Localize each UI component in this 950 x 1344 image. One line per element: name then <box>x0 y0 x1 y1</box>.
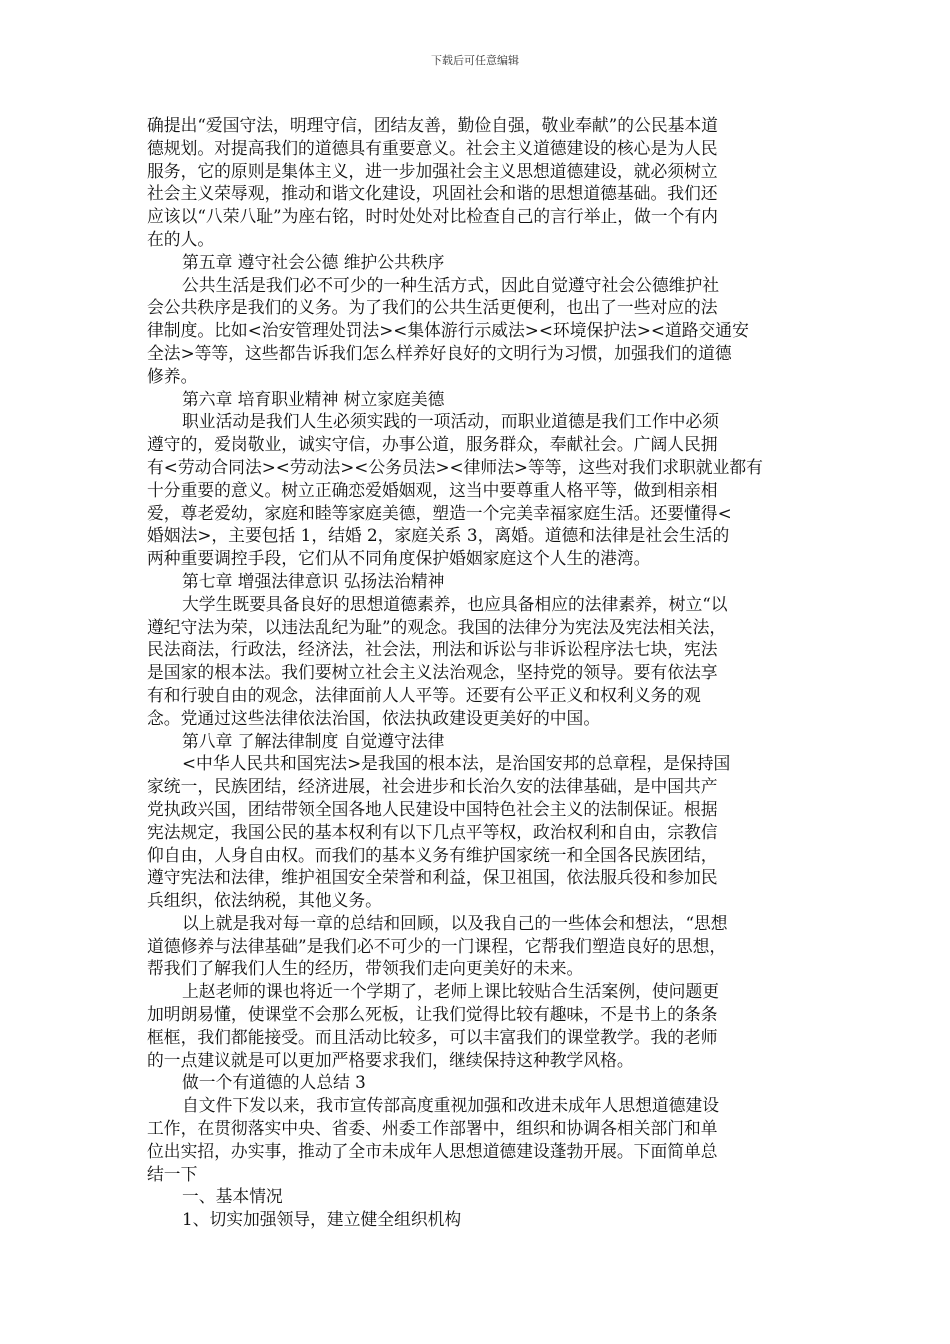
page-header: 下载后可任意编辑 <box>431 54 519 67</box>
text-line: 应该以“八荣八耻”为座右铭，时时处处对比检查自己的言行举止，做一个有内 <box>147 206 718 227</box>
text-line: 两种重要调控手段，它们从不同角度保护婚姻家庭这个人生的港湾。 <box>147 548 651 569</box>
text-line: 第六章 培育职业精神 树立家庭美德 <box>182 388 445 409</box>
text-line: 修养。 <box>147 365 198 386</box>
text-line: 在的人。 <box>147 228 215 249</box>
text-line: 律制度。比如<治安管理处罚法><集体游行示威法><环境保护法><道路交通安 <box>147 320 749 341</box>
text-line: 的一点建议就是可以更加严格要求我们，继续保持这种教学风格。 <box>147 1049 634 1070</box>
text-line: 确提出“爱国守法，明理守信，团结友善，勤俭自强，敬业奉献”的公民基本道 <box>147 115 718 135</box>
document-body <box>147 114 807 1231</box>
text-line: 民法商法，行政法，经济法，社会法，刑法和诉讼与非诉讼程序法七块，宪法 <box>147 639 718 660</box>
text-line: 宪法规定，我国公民的基本权利有以下几点平等权，政治权利和自由，宗教信 <box>147 821 718 842</box>
text-line: 职业活动是我们人生必须实践的一项活动，而职业道德是我们工作中必须 <box>182 411 720 432</box>
text-line: 道德修养与法律基础”是我们必不可少的一门课程，它帮我们塑造良好的思想， <box>147 935 727 956</box>
text-line: 遵守宪法和法律，维护祖国安全荣誉和利益，保卫祖国，依法服兵役和参加民 <box>147 867 718 888</box>
text-line: 做一个有道德的人总结 3 <box>182 1072 366 1093</box>
text-line: 仰自由，人身自由权。而我们的基本义务有维护国家统一和全国各民族团结， <box>147 844 718 865</box>
text-line: 第七章 增强法律意识 弘扬法治精神 <box>182 570 445 591</box>
text-line: 是国家的根本法。我们要树立社会主义法治观念，坚持党的领导。要有依法享 <box>147 662 718 683</box>
text-line: 家统一，民族团结，经济进展，社会进步和长治久安的法律基础，是中国共产 <box>147 776 718 797</box>
text-line: 党执政兴国，团结带领全国各地人民建设中国特色社会主义的法制保证。根据 <box>147 798 718 819</box>
text-line: 以上就是我对每一章的总结和回顾，以及我自己的一些体会和想法，“思想 <box>182 912 728 933</box>
text-line: 一、基本情况 <box>182 1186 283 1207</box>
text-line: 兵组织，依法纳税，其他义务。 <box>147 890 382 911</box>
text-line: 加明朗易懂，使课堂不会那么死板，让我们觉得比较有趣味，不是书上的条条 <box>147 1004 718 1025</box>
text-line: 上赵老师的课也将近一个学期了，老师上课比较贴合生活案例，使问题更 <box>182 981 720 1002</box>
text-line: 帮我们了解我们人生的经历，带领我们走向更美好的未来。 <box>147 958 584 979</box>
text-line: 工作，在贯彻落实中央、省委、州委工作部署中，组织和协调各相关部门和单 <box>147 1118 718 1139</box>
text-line: 全法>等等，这些都告诉我们怎么样养好良好的文明行为习惯，加强我们的道德 <box>147 342 732 363</box>
text-line: 第五章 遵守社会公德 维护公共秩序 <box>182 251 445 272</box>
text-line: 结一下 <box>147 1163 198 1184</box>
text-line: 德规划。对提高我们的道德具有重要意义。社会主义道德建设的核心是为人民 <box>147 137 718 158</box>
text-line: 爱，尊老爱幼，家庭和睦等家庭美德，塑造一个完美幸福家庭生活。还要懂得< <box>147 502 732 523</box>
text-line: 位出实招，办实事，推动了全市未成年人思想道德建设蓬勃开展。下面简单总 <box>147 1140 718 1161</box>
text-line: 大学生既要具备良好的思想道德素养，也应具备相应的法律素养，树立“以 <box>182 593 728 614</box>
text-line: 会公共秩序是我们的义务。为了我们的公共生活更便利，也出了一些对应的法 <box>147 297 718 318</box>
text-line: <中华人民共和国宪法>是我国的根本法，是治国安邦的总章程，是保持国 <box>182 753 731 774</box>
text-line: 服务，它的原则是集体主义，进一步加强社会主义思想道德建设，就必须树立 <box>147 160 718 181</box>
text-line: 1、切实加强领导，建立健全组织机构 <box>182 1209 462 1230</box>
text-line: 念。党通过这些法律依法治国，依法执政建设更美好的中国。 <box>147 707 601 728</box>
text-line: 遵守的，爱岗敬业，诚实守信，办事公道，服务群众，奉献社会。广阔人民拥 <box>147 434 718 455</box>
text-line: 十分重要的意义。树立正确恋爱婚姻观，这当中要尊重人格平等，做到相亲相 <box>147 479 718 500</box>
text-line: 有和行驶自由的观念，法律面前人人平等。还要有公平正义和权利义务的观 <box>147 684 701 705</box>
text-line: 公共生活是我们必不可少的一种生活方式，因此自觉遵守社会公德维护社 <box>182 274 720 295</box>
text-line: 遵纪守法为荣，以违法乱纪为耻”的观念。我国的法律分为宪法及宪法相关法， <box>147 616 727 637</box>
text-line: 第八章 了解法律制度 自觉遵守法律 <box>182 730 445 751</box>
text-line: 社会主义荣辱观，推动和谐文化建设，巩固社会和谐的思想道德基础。我们还 <box>147 183 718 204</box>
text-line: 自文件下发以来，我市宣传部高度重视加强和改进未成年人思想道德建设 <box>182 1095 720 1116</box>
text-line: 框框，我们都能接受。而且活动比较多，可以丰富我们的课堂教学。我的老师 <box>147 1026 718 1047</box>
text-line: 婚姻法>，主要包括 1，结婚 2，家庭关系 3，离婚。道德和法律是社会生活的 <box>147 525 730 546</box>
text-line: 有<劳动合同法><劳动法><公务员法><律师法>等等，这些对我们求职就业都有 <box>147 456 763 477</box>
